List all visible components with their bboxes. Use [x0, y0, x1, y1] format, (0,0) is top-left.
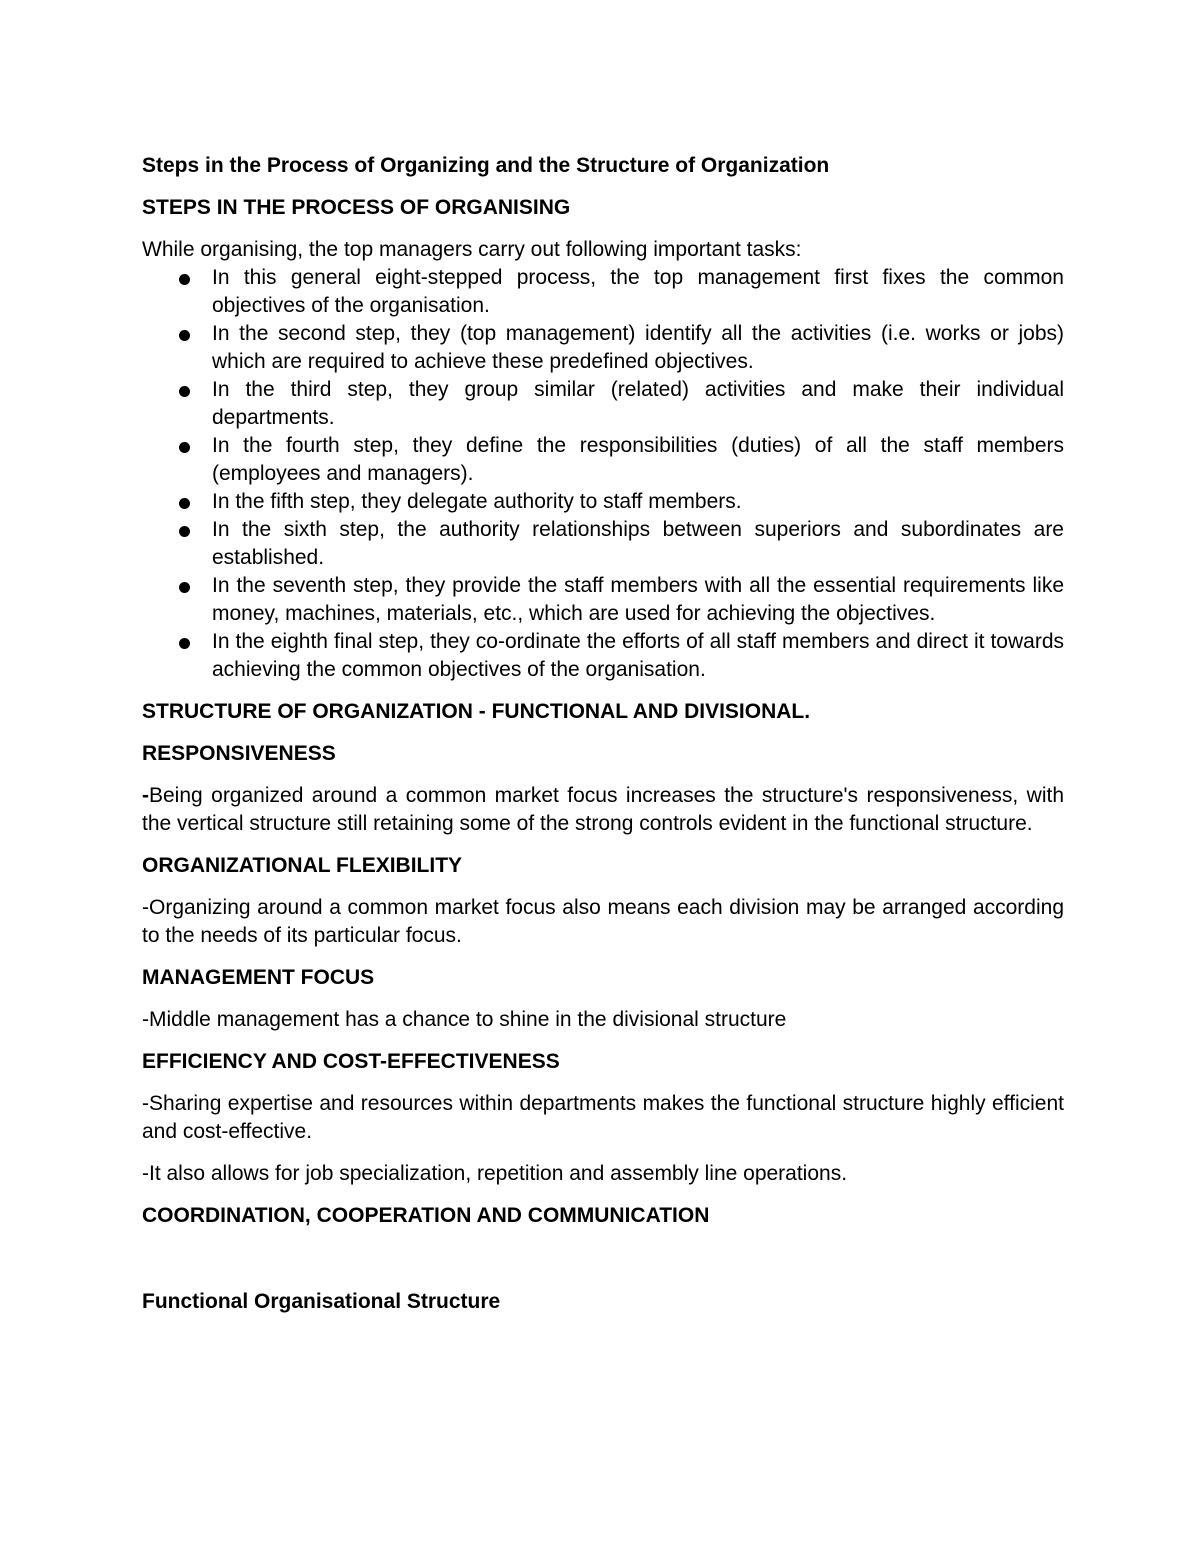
heading-management-focus: MANAGEMENT FOCUS: [142, 966, 375, 989]
flexibility-paragraph: -Organizing around a common market focus also means each division may be arranged according to the needs of its particular focus.: [142, 896, 1064, 947]
bullet-icon: [179, 386, 190, 397]
heading-efficiency: EFFICIENCY AND COST-EFFECTIVENESS: [142, 1050, 560, 1073]
heading-functional-structure: Functional Organisational Structure: [142, 1290, 501, 1313]
step-text: In the seventh step, they provide the staff members with all the essential requirements like money, machines, materials, etc., which are used for achieving the objectives.: [212, 574, 1064, 625]
bullet-icon: [179, 498, 190, 509]
list-item: [142, 516, 1064, 572]
step-text: In the eighth final step, they co-ordinate the efforts of all staff members and direct it towards achieving the common objectives of the organisation.: [212, 630, 1064, 681]
responsiveness-paragraph: [142, 782, 1064, 838]
section-heading-structure: STRUCTURE OF ORGANIZATION - FUNCTIONAL AND DIVISIONAL.: [142, 700, 811, 723]
list-item: [142, 264, 1064, 320]
efficiency-paragraph-1: -Sharing expertise and resources within departments makes the functional structure highly efficient and cost-effective.: [142, 1092, 1064, 1143]
bullet-icon: [179, 442, 190, 453]
steps-list: [142, 264, 1064, 684]
heading-flexibility: ORGANIZATIONAL FLEXIBILITY: [142, 854, 463, 877]
heading-responsiveness: RESPONSIVENESS: [142, 742, 336, 765]
list-item: [142, 628, 1064, 684]
list-item: [142, 376, 1064, 432]
bullet-icon: [179, 526, 190, 537]
step-text: In the sixth step, the authority relationships between superiors and subordinates are established.: [212, 518, 1064, 569]
intro-paragraph: While organising, the top managers carry out following important tasks:: [142, 238, 802, 261]
document-title: Steps in the Process of Organizing and the Structure of Organization: [142, 154, 830, 177]
step-text: In this general eight-stepped process, the top management first fixes the common objectives of the organisation.: [212, 266, 1064, 317]
step-text: In the third step, they group similar (related) activities and make their individual departments.: [212, 378, 1064, 429]
responsiveness-dash: -: [142, 784, 149, 807]
responsiveness-text: Being organized around a common market focus increases the structure's responsiveness, with the vertical structure still retaining some of the strong controls evident in the functional structure.: [142, 784, 1064, 835]
bullet-icon: [179, 274, 190, 285]
document-content: [142, 152, 1064, 1316]
bullet-icon: [179, 582, 190, 593]
bullet-icon: [179, 638, 190, 649]
heading-coordination: COORDINATION, COOPERATION AND COMMUNICATION: [142, 1204, 710, 1227]
efficiency-paragraph-2: -It also allows for job specialization, repetition and assembly line operations.: [142, 1162, 848, 1185]
bullet-icon: [179, 330, 190, 341]
list-item: [142, 572, 1064, 628]
section-heading-steps: STEPS IN THE PROCESS OF ORGANISING: [142, 196, 571, 219]
list-item: [142, 488, 1064, 516]
management-paragraph: -Middle management has a chance to shine in the divisional structure: [142, 1008, 787, 1031]
list-item: [142, 320, 1064, 376]
step-text: In the fourth step, they define the responsibilities (duties) of all the staff members (employees and managers).: [212, 434, 1064, 485]
step-text: In the second step, they (top management) identify all the activities (i.e. works or jobs) which are required to achieve these predefined objectives.: [212, 322, 1064, 373]
step-text: In the fifth step, they delegate authority to staff members.: [212, 490, 742, 513]
list-item: [142, 432, 1064, 488]
